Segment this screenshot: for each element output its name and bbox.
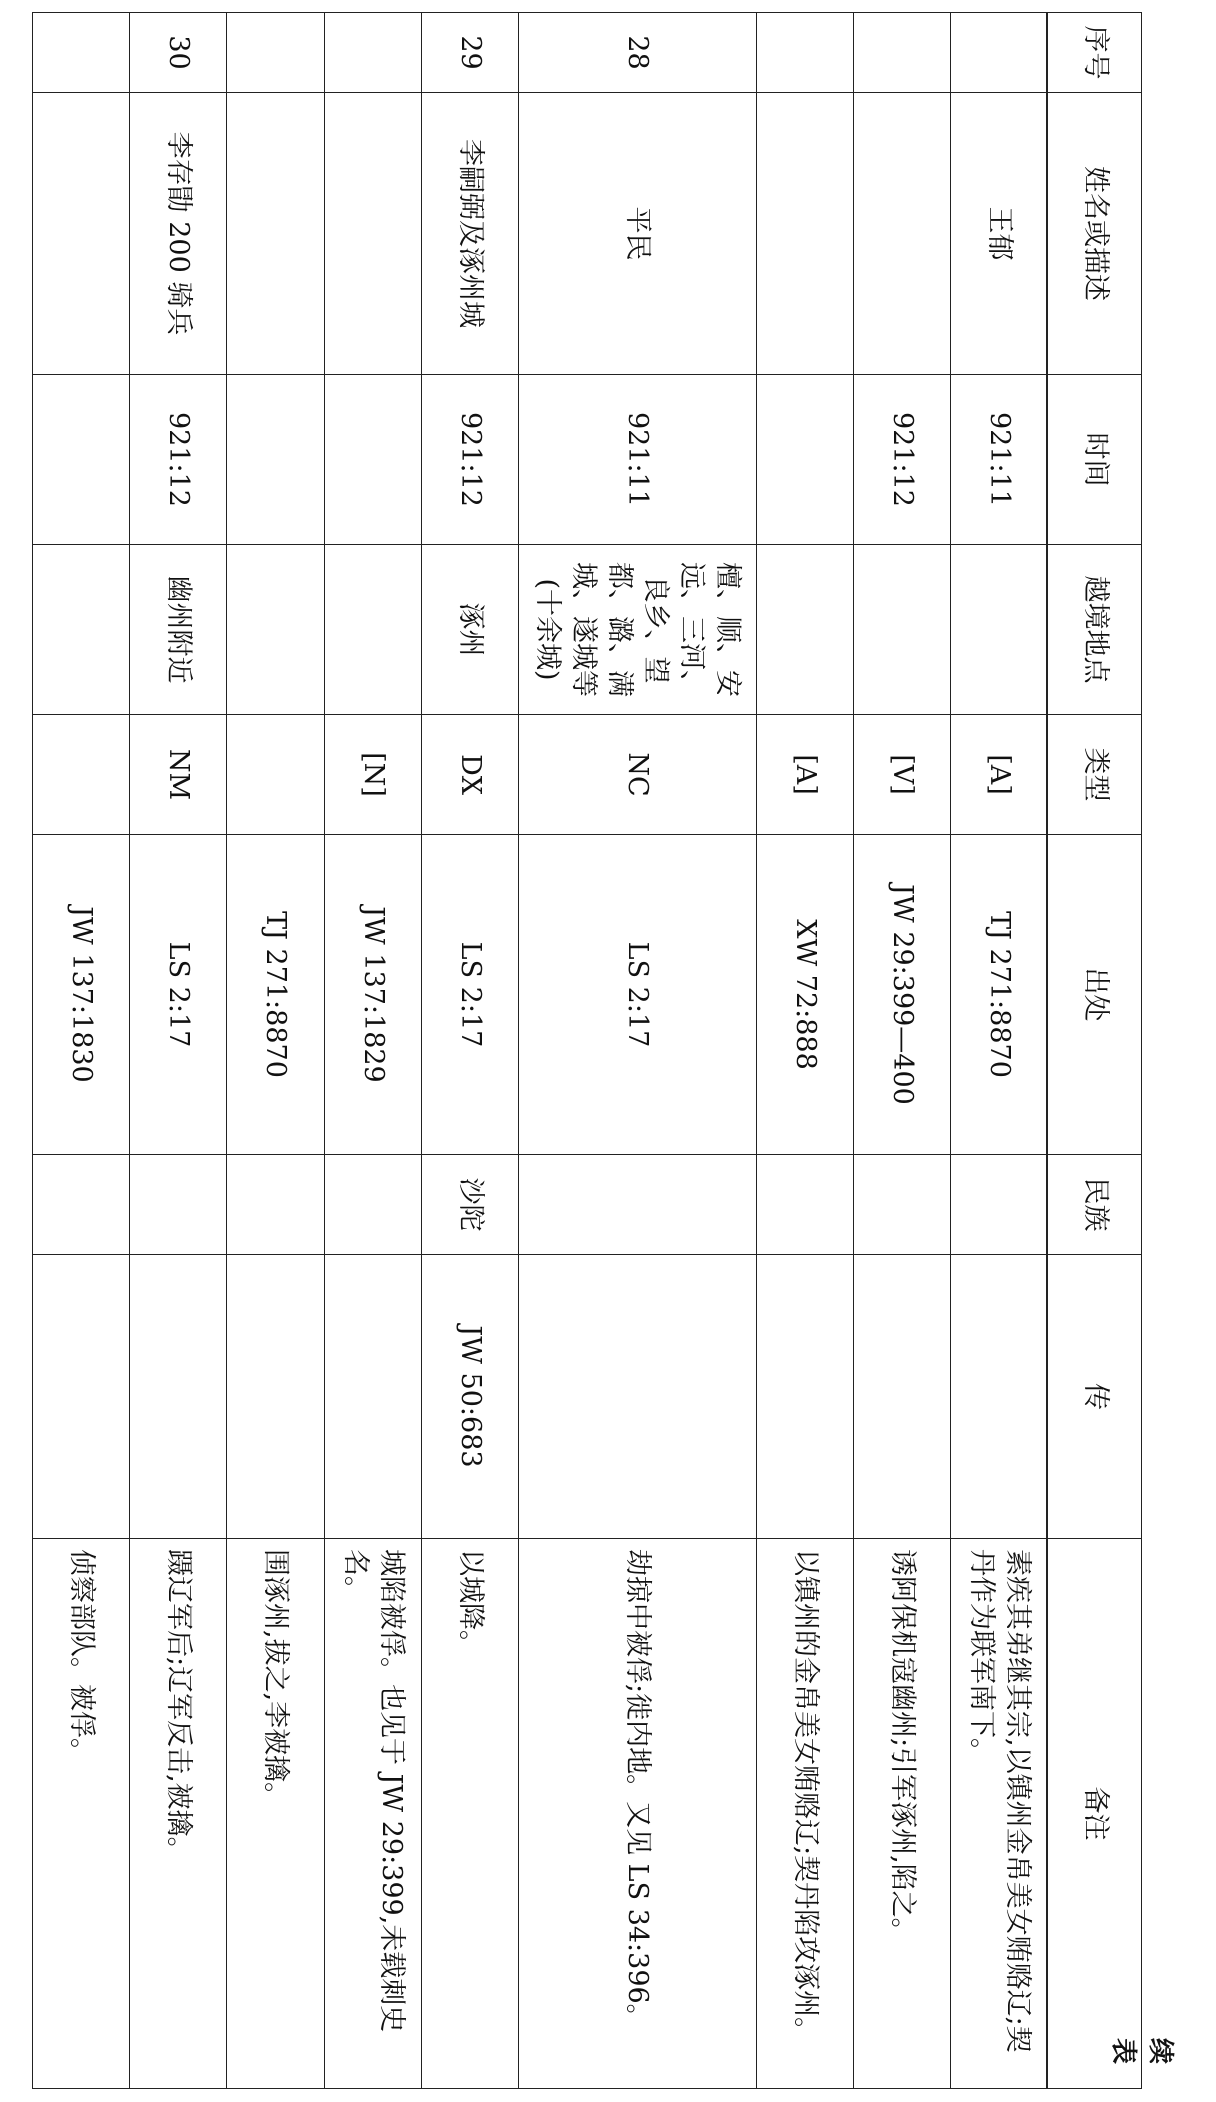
cell-time xyxy=(33,375,130,545)
cell-note: 以城降。 xyxy=(421,1539,518,2089)
header-row xyxy=(1048,13,1142,2089)
cell-biography xyxy=(756,1255,853,1539)
cell-note: 围涿州,拔之,李被擒。 xyxy=(227,1539,324,2089)
cell-time: 921:12 xyxy=(130,375,227,545)
cell-ethnic xyxy=(130,1155,227,1255)
cell-biography xyxy=(130,1255,227,1539)
table-row xyxy=(227,13,324,2089)
cell-note: 蹑辽军后;辽军反击,被擒。 xyxy=(130,1539,227,2089)
cell-name xyxy=(756,93,853,375)
cell-ethnic xyxy=(756,1155,853,1255)
header-name: 姓名或描述 xyxy=(1048,93,1142,375)
cell-name: 平民 xyxy=(518,93,756,375)
cell-place xyxy=(950,545,1047,715)
table-row xyxy=(518,13,756,2089)
cell-no xyxy=(756,13,853,93)
table-row xyxy=(756,13,853,2089)
cell-no xyxy=(853,13,950,93)
header-time: 时间 xyxy=(1048,375,1142,545)
cell-name xyxy=(33,93,130,375)
cell-note: 劫掠中被俘;徙内地。又见 LS 34:396。 xyxy=(518,1539,756,2089)
cell-time xyxy=(324,375,421,545)
header-source: 出处 xyxy=(1048,835,1142,1155)
cell-place: 幽州附近 xyxy=(130,545,227,715)
table-row xyxy=(853,13,950,2089)
cell-source: TJ 271:8870 xyxy=(950,835,1047,1155)
cell-source: JW 29:399—400 xyxy=(853,835,950,1155)
cell-biography xyxy=(324,1255,421,1539)
cell-name: 王郁 xyxy=(950,93,1047,375)
cell-name: 李嗣弼及涿州城 xyxy=(421,93,518,375)
cell-type: DX xyxy=(421,715,518,835)
table-row xyxy=(130,13,227,2089)
cell-place xyxy=(853,545,950,715)
cell-no xyxy=(324,13,421,93)
cell-name xyxy=(853,93,950,375)
data-table xyxy=(32,12,1142,2089)
table-row xyxy=(421,13,518,2089)
header-note: 备注 xyxy=(1048,1539,1142,2089)
continued-table-label: 续 表 xyxy=(1108,2038,1175,2087)
cell-name xyxy=(324,93,421,375)
cell-time: 921:12 xyxy=(421,375,518,545)
cell-place xyxy=(756,545,853,715)
cell-note: 素疾其弟继其宗,以镇州金帛美女贿赂辽;契丹作为联军南下。 xyxy=(950,1539,1047,2089)
cell-type: [V] xyxy=(853,715,950,835)
cell-type xyxy=(33,715,130,835)
cell-ethnic xyxy=(853,1155,950,1255)
cell-ethnic xyxy=(518,1155,756,1255)
cell-ethnic xyxy=(324,1155,421,1255)
cell-place xyxy=(33,545,130,715)
cell-note: 城陷被俘。也见于 JW 29:399,未载刺史名。 xyxy=(324,1539,421,2089)
cell-ethnic xyxy=(950,1155,1047,1255)
cell-biography xyxy=(227,1255,324,1539)
cell-type xyxy=(227,715,324,835)
cell-time: 921:12 xyxy=(853,375,950,545)
cell-place xyxy=(324,545,421,715)
cell-note: 侦察部队。被俘。 xyxy=(33,1539,130,2089)
cell-place: 檀、顺、安远、三河、良乡、望都、潞、满城、遂城等(十余城) xyxy=(518,545,756,715)
cell-biography: JW 50:683 xyxy=(421,1255,518,1539)
cell-source: TJ 271:8870 xyxy=(227,835,324,1155)
cell-name: 李存勖 200 骑兵 xyxy=(130,93,227,375)
header-type: 类型 xyxy=(1048,715,1142,835)
cell-source: JW 137:1830 xyxy=(33,835,130,1155)
cell-no xyxy=(950,13,1047,93)
table-row xyxy=(324,13,421,2089)
cell-biography xyxy=(33,1255,130,1539)
cell-place: 涿州 xyxy=(421,545,518,715)
header-biography: 传 xyxy=(1048,1255,1142,1539)
table-row xyxy=(950,13,1047,2089)
cell-place xyxy=(227,545,324,715)
header-no: 序号 xyxy=(1048,13,1142,93)
cell-time xyxy=(756,375,853,545)
header-ethnic: 民族 xyxy=(1048,1155,1142,1255)
cell-ethnic: 沙陀 xyxy=(421,1155,518,1255)
cell-no xyxy=(33,13,130,93)
header-place: 越境地点 xyxy=(1048,545,1142,715)
cell-ethnic xyxy=(227,1155,324,1255)
cell-type: [A] xyxy=(756,715,853,835)
cell-name xyxy=(227,93,324,375)
cell-source: XW 72:888 xyxy=(756,835,853,1155)
cell-type: NM xyxy=(130,715,227,835)
cell-source: LS 2:17 xyxy=(130,835,227,1155)
cell-biography xyxy=(950,1255,1047,1539)
cell-note: 诱阿保机寇幽州;引军涿州,陷之。 xyxy=(853,1539,950,2089)
cell-time: 921:11 xyxy=(950,375,1047,545)
cell-note: 以镇州的金帛美女贿赂辽;契丹陷攻涿州。 xyxy=(756,1539,853,2089)
cell-type: [N] xyxy=(324,715,421,835)
cell-biography xyxy=(518,1255,756,1539)
cell-biography xyxy=(853,1255,950,1539)
cell-no: 30 xyxy=(130,13,227,93)
cell-source: LS 2:17 xyxy=(421,835,518,1155)
cell-source: JW 137:1829 xyxy=(324,835,421,1155)
cell-source: LS 2:17 xyxy=(518,835,756,1155)
cell-no xyxy=(227,13,324,93)
cell-type: NC xyxy=(518,715,756,835)
cell-no: 29 xyxy=(421,13,518,93)
cell-ethnic xyxy=(33,1155,130,1255)
cell-type: [A] xyxy=(950,715,1047,835)
cell-time xyxy=(227,375,324,545)
cell-time: 921:11 xyxy=(518,375,756,545)
cell-no: 28 xyxy=(518,13,756,93)
table-row xyxy=(33,13,130,2089)
